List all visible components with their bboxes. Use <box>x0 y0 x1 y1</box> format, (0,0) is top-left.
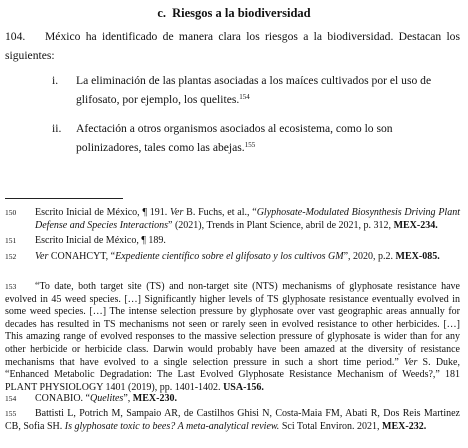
list-item <box>52 120 457 157</box>
footnote-quote: “To date, both target site (TS) and non-target site (NTS) mechanisms of glyphosate resistance have evolved in 45 weed species. […] Significantly higher levels of TS glyphosate resistance eventually evolved in some weed species. […] The intense selection pressure by glyphosate over vast geographic areas annually for decades has resulted in TS mechanisms not seen or rarely seen in evolved resistance to other herbicides. […] This amazing range of evolved responses to the massive selection pressure of glyphosate is wider than for any other herbicide or herbicide class. Darwin would probably have been amazed at the diversity of resistance mechanisms that have evolved to a single selection pressure in such a short time period.” <box>5 281 460 368</box>
footnote-title: Glyphosate-Modulated Biosynthesis Driving Plant Defense and Species Interactions <box>35 207 460 231</box>
footnote-number: 151 <box>5 236 17 245</box>
footnote-text: S. Duke, “Enhanced Metabolic Degradation: The Last Evolved Glyphosate Resistance Mechanism of Weeds?,” 181 PLANT PHYSIOLOGY 1401 (2019), pp. 1401-1402. <box>5 356 460 393</box>
paragraph-text: México ha identificado de manera clara los riesgos a la biodiversidad. Destacan los siguientes: <box>5 30 460 62</box>
footnote-number: 152 <box>5 252 17 261</box>
footnote-text: Escrito Inicial de México, ¶ 189. <box>35 235 166 246</box>
footnote-title: Expediente científico sobre el glifosato y los cultivos GM <box>115 251 344 262</box>
footnote-text: Sci Total Environ. 2021, <box>279 420 383 432</box>
footnote-153 <box>5 281 460 394</box>
footnote-150 <box>5 207 460 232</box>
footnote-number: 150 <box>5 208 17 217</box>
exhibit-reference: MEX-230. <box>132 393 177 404</box>
footnote-text: Escrito Inicial de México, ¶ 191. <box>35 207 171 218</box>
footnote-151 <box>5 235 460 248</box>
footnote-title: Quelites <box>90 393 124 404</box>
section-letter: c. <box>157 6 167 20</box>
footnote-signal: Ver <box>35 251 49 262</box>
list-item-text: La eliminación de las plantas asociadas a los maíces cultivados por el uso de glifosato, por ejemplo, los quelites. <box>76 74 432 106</box>
footnote-signal: Ver <box>170 207 184 218</box>
list-item-numeral: ii. <box>52 122 62 135</box>
footnote-text: Battisti L, Potrich M, Sampaio AR, de Castilhos Ghisi N, Costa-Maia FM, Abati R, Dos Reis Martinez CB, Sofia SH. <box>5 408 460 432</box>
exhibit-reference: MEX-085. <box>395 251 440 262</box>
footnote-signal: Ver <box>404 356 418 368</box>
list-item <box>52 72 457 109</box>
footnote-152 <box>5 251 460 264</box>
footnote-reference-154[interactable]: 154 <box>239 92 250 101</box>
footnote-text: B. Fuchs, et al., “ <box>183 207 257 218</box>
footnote-reference-155[interactable]: 155 <box>244 140 256 149</box>
footnote-number: 155 <box>5 409 17 418</box>
footnote-title: Is glyphosate toxic to bees? A meta-analytical review. <box>64 420 280 432</box>
exhibit-reference: MEX-232. <box>382 420 427 432</box>
footnote-text: ” (2021), Trends in Plant Science, abril de 2021, p. 312, <box>168 219 394 231</box>
exhibit-reference: USA-156. <box>223 381 264 393</box>
exhibit-reference: MEX-234. <box>393 219 438 231</box>
paragraph-number: 104. <box>5 30 26 43</box>
paragraph-104 <box>5 28 460 65</box>
footnote-number: 153 <box>5 282 17 291</box>
footnote-text: ”, 2020, p.2. <box>343 251 396 262</box>
footnote-separator <box>5 198 123 199</box>
section-title: Riesgos a la biodiversidad <box>172 6 311 20</box>
footnote-number: 154 <box>5 394 17 403</box>
list-item-text: Afectación a otros organismos asociados al ecosistema, como lo son polinizadores, tales como las abejas. <box>76 122 393 154</box>
section-heading <box>0 6 468 21</box>
list-item-numeral: i. <box>52 74 59 87</box>
footnote-text: CONABIO. “ <box>35 393 90 404</box>
footnote-155 <box>5 408 460 433</box>
footnote-text: ”, <box>123 393 133 404</box>
footnote-154 <box>5 393 460 406</box>
footnote-text: CONAHCYT, “ <box>48 251 116 262</box>
